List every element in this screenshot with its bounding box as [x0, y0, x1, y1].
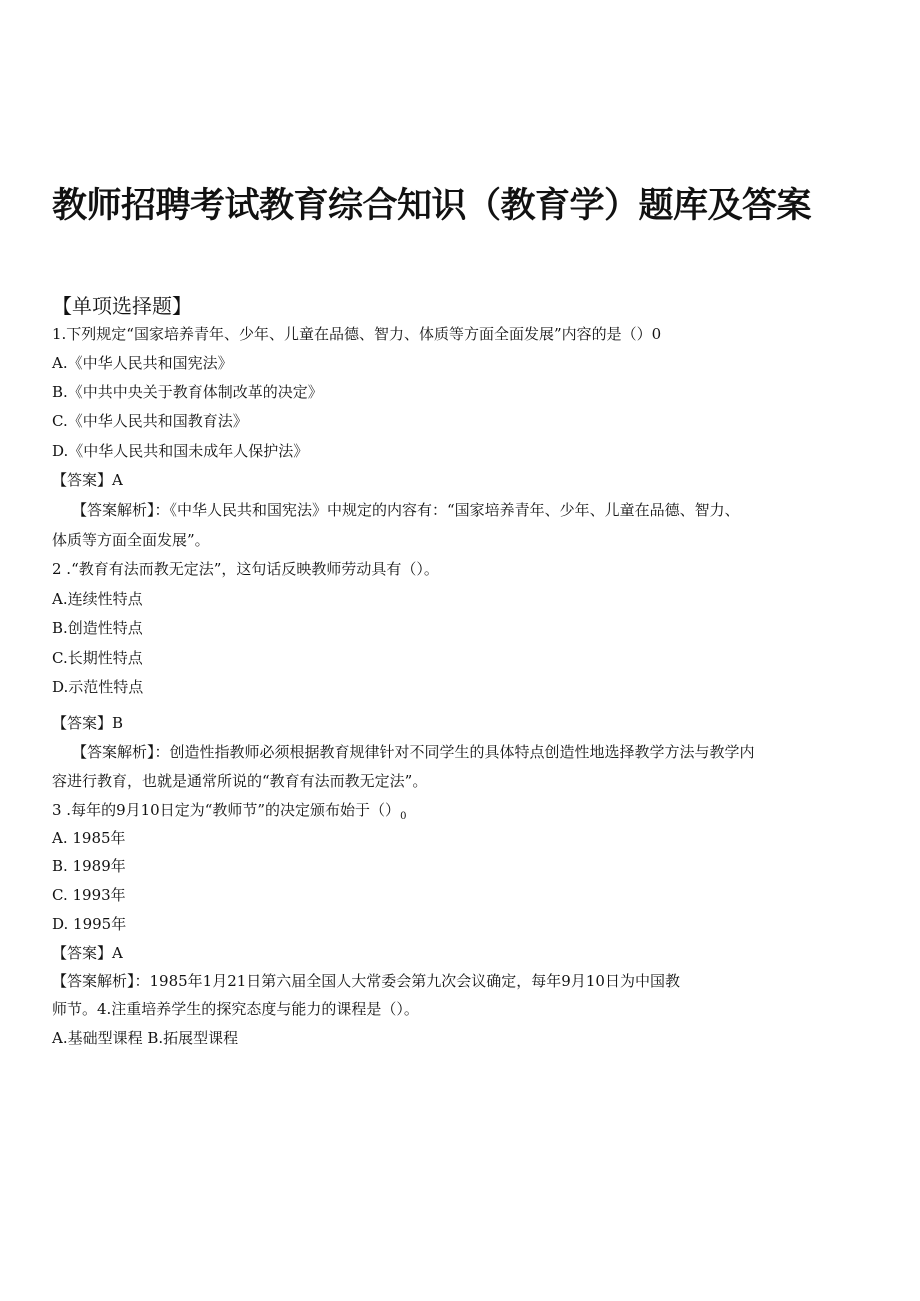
question-2-explanation-line-1: 【答案解析】：创造性指教师必须根据教育规律针对不同学生的具体特点创造性地选择教学方法与教学内 — [72, 743, 755, 761]
question-3-option-d: D. 1995年 — [52, 915, 127, 933]
section-heading: 【单项选择题】 — [52, 294, 192, 318]
question-2-option-b: B.创造性特点 — [52, 619, 143, 637]
question-3-option-c: C. 1993年 — [52, 886, 126, 904]
question-1-option-d: D.《中华人民共和国未成年人保护法》 — [52, 442, 309, 460]
question-3-explanation-line-2: 师节。4.注重培养学生的探究态度与能力的课程是（）。 — [52, 1000, 419, 1018]
question-3-option-a: A. 1985年 — [52, 829, 126, 847]
question-2-option-a: A.连续性特点 — [52, 590, 143, 608]
question-2-answer: 【答案】B — [52, 714, 124, 732]
question-2-explanation-line-2: 容进行教育，也就是通常所说的“教育有法而教无定法”。 — [52, 772, 428, 790]
document-title: 教师招聘考试教育综合知识（教育学）题库及答案 — [52, 186, 812, 226]
question-1-option-b: B.《中共中央关于教育体制改革的决定》 — [52, 383, 323, 401]
question-3-text — [52, 800, 406, 827]
question-1-answer: 【答案】A — [52, 471, 123, 489]
question-3-answer: 【答案】A — [52, 944, 123, 962]
question-1-explanation-line-1: 【答案解析】：《中华人民共和国宪法》中规定的内容有：“国家培养青年、少年、儿童在品德、智力、 — [72, 501, 740, 519]
question-3-option-b: B. 1989年 — [52, 857, 126, 875]
question-3-explanation-line-1: 【答案解析】：1985年1月21日第六届全国人大常委会第九次会议确定，每年9月10日为中国教 — [52, 972, 680, 990]
question-2-option-d: D.示范性特点 — [52, 678, 144, 696]
question-3-text-main: 3 .每年的9月10日定为“教师节”的决定颁布始于（） — [52, 801, 401, 819]
question-3-text-suffix: 0 — [400, 811, 407, 822]
question-2-option-c: C.长期性特点 — [52, 649, 143, 667]
question-1-explanation-line-2: 体质等方面全面发展”。 — [52, 531, 210, 549]
question-1-text: 1.下列规定“国家培养青年、少年、儿童在品德、智力、体质等方面全面发展”内容的是（）0 — [52, 325, 662, 343]
question-4-options: A.基础型课程 B.拓展型课程 — [52, 1029, 239, 1047]
question-1-option-c: C.《中华人民共和国教育法》 — [52, 412, 248, 430]
question-1-option-a: A.《中华人民共和国宪法》 — [52, 354, 233, 372]
question-2-text: 2 .“教育有法而教无定法”，这句话反映教师劳动具有（）。 — [52, 560, 439, 578]
